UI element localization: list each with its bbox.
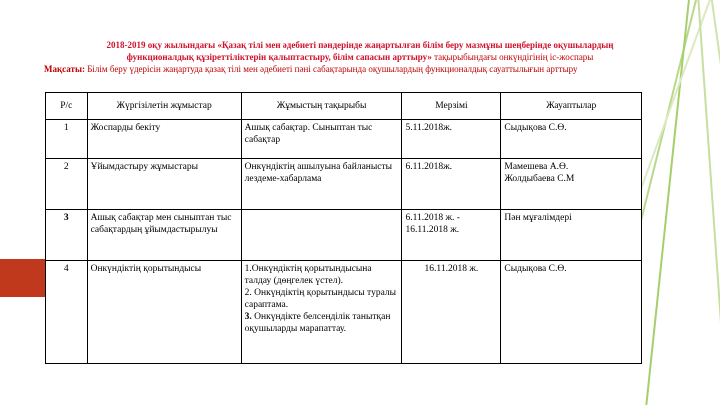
- table-row: [46, 120, 642, 159]
- row-date: 6.11.2018 ж. - 16.11.2018 ж.: [402, 210, 501, 261]
- header-date: Мерзімі: [402, 93, 501, 120]
- row-date: 16.11.2018 ж.: [402, 261, 501, 364]
- row-date: 5.11.2018ж.: [402, 120, 501, 159]
- row-resp: Сыдықова С.Ө.: [501, 120, 642, 159]
- row-topic: 1.Онкүндіктің қорытындысына талдау (дөңгелек үстел). 2. Онкүндіктің қорытындысы туралы сараптама. 3. Онкүндікте белсенділік танытқан оқушыларды марапаттау.: [241, 261, 402, 364]
- plan-title: 2018-2019 оқу жылындағы «Қазақ тілі мен әдебиеті пәндерінде жаңартылған білім беру мазмұны шеңберінде оқушылардың функционалдық құзіреттіліктерін қалыптастыру, білім сапасын арттыру» тақырыбындағы онкүндігінің іс-жоспары: [106, 40, 614, 62]
- row-work: Ашық сабақтар мен сыныптан тыс сабақтардың ұйымдастырылуы: [87, 210, 241, 261]
- row-resp: Сыдықова С.Ө.: [501, 261, 642, 364]
- row-topic: Ашық сабақтар. Сыныптан тыс сабақтар: [241, 120, 402, 159]
- table-row: [46, 261, 642, 364]
- row-num: 3: [46, 210, 88, 261]
- row-topic: [241, 210, 402, 261]
- header-topic: Жұмыстың тақырыбы: [241, 93, 402, 120]
- row-work: Жоспарды бекіту: [87, 120, 241, 159]
- table-row: [46, 159, 642, 210]
- row-resp: Пән мұғалімдері: [501, 210, 642, 261]
- goal-text: Білім беру үдерісін жаңартуда қазақ тілі мен әдебиеті пәні сабақтарында оқушылардың функционалдық сауаттылығын арттыру: [85, 64, 578, 74]
- row-num: 2: [46, 159, 88, 210]
- plan-table: [45, 92, 642, 364]
- row-date: 6.11.2018ж.: [402, 159, 501, 210]
- table-row: [46, 210, 642, 261]
- row-num: 1: [46, 120, 88, 159]
- row-resp: Мамешева А.Ө. Жолдыбаева С.М: [501, 159, 642, 210]
- goal-label: Мақсаты:: [44, 64, 85, 74]
- header-num: Р/с: [46, 93, 88, 120]
- table-header-row: [46, 93, 642, 120]
- row-num: 4: [46, 261, 88, 364]
- header-resp: Жауаптылар: [501, 93, 642, 120]
- row-work: Онкүндіктің қорытындысы: [87, 261, 241, 364]
- row-work: Ұйымдастыру жұмыстары: [87, 159, 241, 210]
- row-topic: Онкүндіктің ашылуына байланысты лездеме-хабарлама: [241, 159, 402, 210]
- header-work: Жүргізілетін жұмыстар: [87, 93, 241, 120]
- plan-goal: [44, 63, 578, 75]
